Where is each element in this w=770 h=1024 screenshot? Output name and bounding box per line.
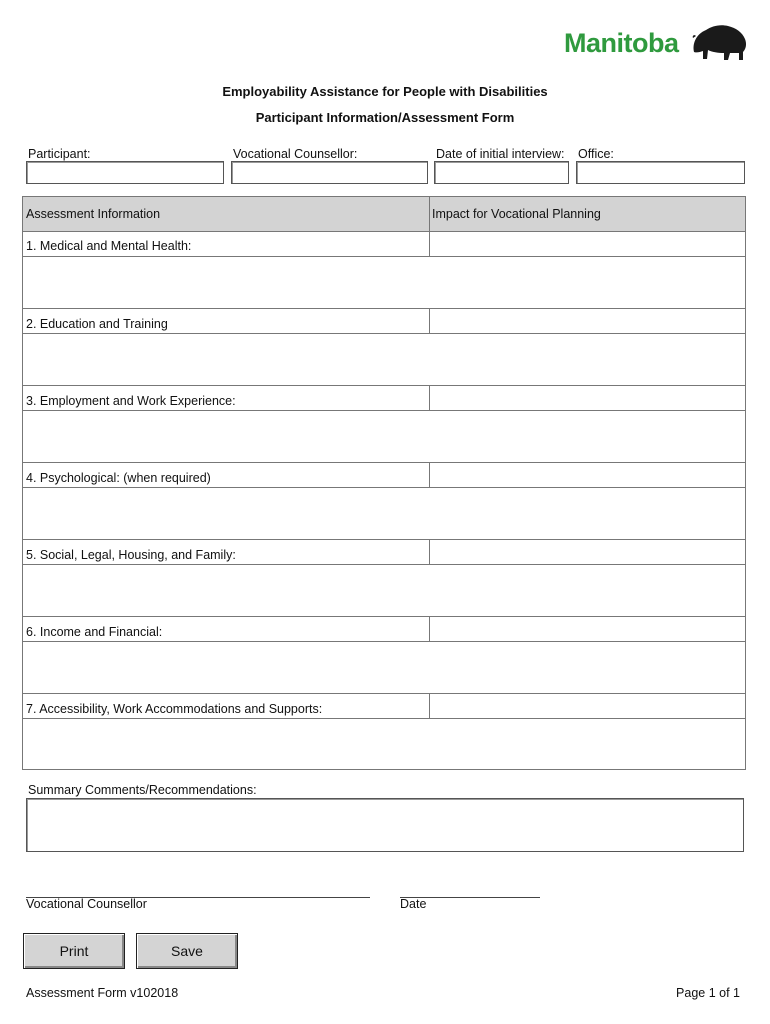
- impact-field-income[interactable]: [431, 618, 743, 640]
- participant-label: Participant:: [28, 147, 91, 161]
- counsellor-label: Vocational Counsellor:: [233, 147, 358, 161]
- impact-field-employment[interactable]: [431, 387, 743, 409]
- date-signature-label: Date: [400, 897, 427, 911]
- counsellor-field[interactable]: [231, 161, 428, 184]
- impact-field-accessibility[interactable]: [431, 695, 743, 717]
- summary-label: Summary Comments/Recommendations:: [28, 783, 257, 797]
- interview-date-field[interactable]: [434, 161, 569, 184]
- notes-field-income[interactable]: [25, 643, 743, 691]
- bison-icon: [690, 22, 750, 62]
- notes-field-medical[interactable]: [25, 258, 743, 306]
- form-subtitle: Participant Information/Assessment Form: [255, 110, 515, 125]
- impact-field-medical[interactable]: [431, 233, 743, 255]
- interview-date-label: Date of initial interview:: [436, 147, 565, 161]
- office-label: Office:: [578, 147, 614, 161]
- manitoba-logo: [564, 22, 750, 64]
- participant-field[interactable]: [26, 161, 224, 184]
- notes-field-accessibility[interactable]: [25, 720, 743, 768]
- section-label-social: 5. Social, Legal, Housing, and Family:: [26, 548, 236, 562]
- notes-field-education[interactable]: [25, 335, 743, 383]
- section-label-income: 6. Income and Financial:: [26, 625, 163, 639]
- page-number: Page 1 of 1: [676, 986, 740, 1000]
- table-header: [23, 197, 745, 232]
- section-label-employment: 3. Employment and Work Experience:: [26, 394, 236, 408]
- save-button[interactable]: Save: [136, 933, 238, 969]
- impact-field-psychological[interactable]: [431, 464, 743, 486]
- notes-field-social[interactable]: [25, 566, 743, 614]
- col-assessment-header: Assessment Information: [26, 207, 161, 221]
- office-field[interactable]: [576, 161, 745, 184]
- form-version: Assessment Form v102018: [26, 986, 179, 1000]
- logo-text: Manitoba: [564, 28, 679, 58]
- form-title: Employability Assistance for People with Disabilities: [222, 84, 548, 99]
- impact-field-social[interactable]: [431, 541, 743, 563]
- summary-field[interactable]: [26, 798, 744, 852]
- section-label-education: 2. Education and Training: [26, 317, 168, 331]
- print-button[interactable]: Print: [23, 933, 125, 969]
- section-label-medical: 1. Medical and Mental Health:: [26, 239, 192, 253]
- notes-field-psychological[interactable]: [25, 489, 743, 537]
- counsellor-signature-label: Vocational Counsellor: [26, 897, 147, 911]
- assessment-table: [22, 196, 746, 770]
- section-label-psychological: 4. Psychological: (when required): [26, 471, 211, 485]
- section-label-accessibility: 7. Accessibility, Work Accommodations and Supports:: [26, 702, 323, 716]
- impact-field-education[interactable]: [431, 310, 743, 332]
- col-impact-header: Impact for Vocational Planning: [432, 207, 601, 221]
- notes-field-employment[interactable]: [25, 412, 743, 460]
